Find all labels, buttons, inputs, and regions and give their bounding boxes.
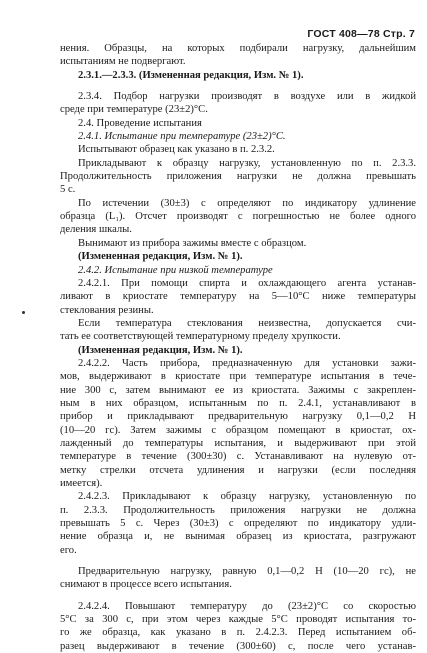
text-line: 2.4.2. Испытание при низкой температуре: [78, 264, 273, 276]
text-line: 2.4.2.3. Прикладывают к образцу нагрузку, установленную по: [78, 491, 416, 503]
paragraph-gap: [60, 557, 416, 565]
text-line: ным в них образцом, испытанным по п. 2.4.1, устанавливают в: [60, 397, 416, 409]
text-line: нения. Образцы, на которых подбирали нагрузку, дальнейшим: [60, 43, 416, 54]
page-header: ГОСТ 408—78 Стр. 7: [307, 28, 415, 40]
text-line: ливают в криостате температуру на 5—10°С ниже температуры: [60, 291, 416, 303]
text-line: ние 300 с, затем вынимают ее из криостата. Зажимы с закреплен-: [60, 384, 416, 396]
margin-mark: [22, 311, 25, 314]
text-line: Если температура стеклования неизвестна, допускается счи-: [78, 317, 416, 329]
text-line: Продолжительность приложения нагрузки не должна превышать: [60, 171, 416, 183]
text-line: его.: [60, 544, 77, 556]
text-line: превышать 5 с. Через (30±3) с определяют по индикатору удли-: [60, 518, 416, 530]
text-line: мов, выдерживают в криостате при температуре испытания в тече-: [60, 371, 416, 383]
text-line: 5°С за 300 с, при этом через каждые 5°С проводят испытания то-: [60, 614, 416, 626]
text-line: снимают в процессе всего испытания.: [60, 579, 232, 591]
text-line: (Измененная редакция, Изм. № 1).: [78, 344, 243, 356]
text-line: По истечении (30±3) с определяют по индикатору удлинение: [78, 197, 416, 209]
text-line: 2.4.1. Испытание при температуре (23±2)°С.: [78, 131, 286, 143]
text-line: (10—20 гс). Затем зажимы с образцом помещают в криостат, ох-: [60, 424, 416, 436]
text-line: го же образца, как указано в п. 2.4.2.3. Перед испытанием об-: [60, 627, 416, 639]
text-line: Вынимают из прибора зажимы вместе с образцом.: [78, 237, 307, 249]
text-line: метку стрелки отсчета удлинения и нагрузки (если последняя: [60, 464, 416, 476]
text-line: 2.4.2.1. При помощи спирта и охлаждающего агента устанав-: [78, 277, 416, 289]
text-line: испытаниям не подвергают.: [60, 56, 186, 68]
text-line: нение образца и, не вынимая образец из криостата, разгружают: [60, 531, 416, 543]
body-text: [60, 42, 416, 653]
text-line: деления шкалы.: [60, 224, 132, 236]
text-line: тать ее соответствующей температурному пределу хрупкости.: [60, 331, 341, 343]
text-line: 2.4.2.4. Повышают температуру до (23±2)°С со скоростью: [78, 600, 416, 612]
text-line: Предварительную нагрузку, равную 0,1—0,2 Н (10—20 гс), не: [78, 566, 416, 578]
text-line: (Измененная редакция, Изм. № 1).: [78, 251, 243, 263]
text-line: п. 2.3.3. Продолжительность приложения нагрузки не должна: [60, 504, 416, 516]
text-line: разец выдерживают в течение (300±60) с, после чего устанав-: [60, 640, 416, 652]
text-line: температуре в течение (300±30) с. Устанавливают на нулевую от-: [60, 451, 416, 463]
text-line: лажденный до температуры испытания, и выдерживают при этой: [60, 437, 416, 449]
text-line: имеется).: [60, 478, 103, 489]
text-line: Испытывают образец как указано в п. 2.3.2.: [78, 144, 275, 156]
text-line: 5 с.: [60, 184, 76, 196]
paragraph-gap: [60, 82, 416, 90]
text-line: 2.3.4. Подбор нагрузки производят в воздухе или в жидкой: [78, 91, 416, 103]
paragraph-gap: [60, 592, 416, 600]
text-line: прибор и прикладывают предварительную нагрузку 0,1—0,2 Н: [60, 411, 416, 423]
text-line: среде при температуре (23±2)°С.: [60, 104, 208, 116]
text-line: 2.4.2.2. Часть прибора, предназначенную для установки зажи-: [78, 357, 416, 369]
text-line: стеклования резины.: [60, 304, 154, 316]
text-line: 2.3.1.—2.3.3. (Измененная редакция, Изм. № 1).: [78, 69, 304, 81]
text-line: 2.4. Проведение испытания: [78, 117, 202, 129]
text-line: Прикладывают к образцу нагрузку, установленную по п. 2.3.3.: [78, 157, 416, 169]
text-line: образца (L₁). Отсчет производят с погрешностью не более одного: [60, 211, 416, 223]
